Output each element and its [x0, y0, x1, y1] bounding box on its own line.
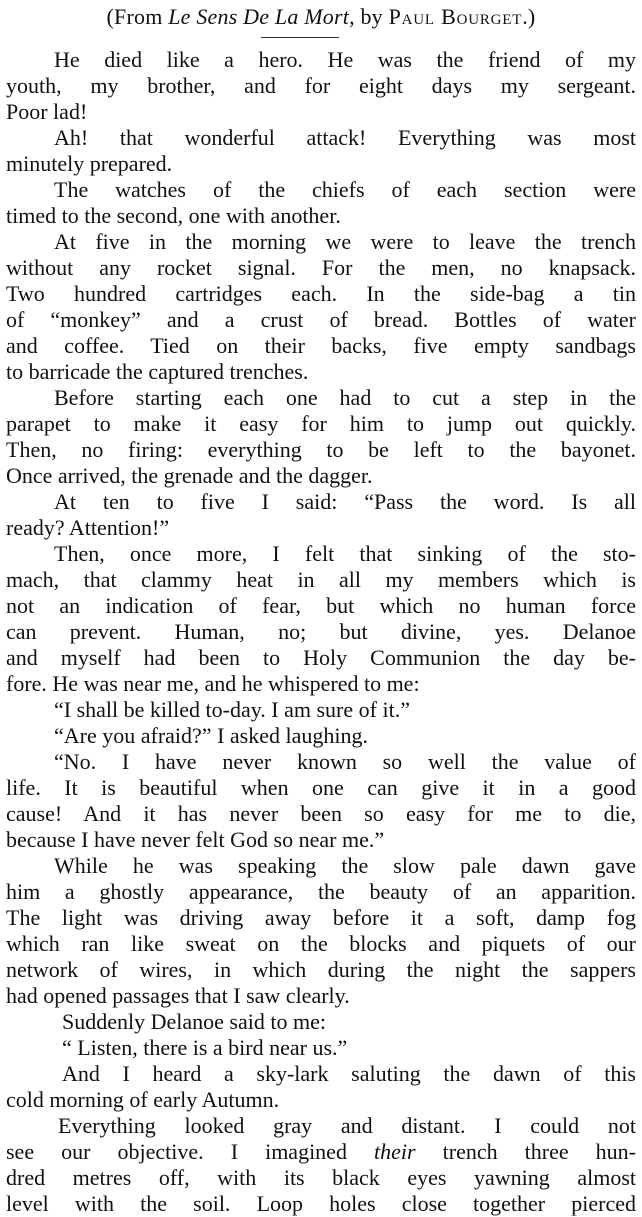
- text-line: [6, 1139, 636, 1165]
- italic-word: their: [374, 1139, 416, 1164]
- text-line: Two hundred cartridges each. In the side-bag a tin: [6, 281, 636, 306]
- text-line: level with the soil. Loop holes close together pierced: [6, 1191, 636, 1216]
- text-line: At five in the morning we were to leave the trench: [54, 229, 636, 254]
- text-line: which ran like sweat on the blocks and piquets of our: [6, 931, 636, 956]
- text-line: Then, no firing: everything to be left to the bayonet.: [6, 437, 636, 462]
- article-body: [6, 47, 636, 1217]
- text-line: Suddenly Delanoe said to me:: [62, 1009, 326, 1034]
- text-line: without any rocket signal. For the men, no knapsack.: [6, 255, 636, 280]
- text-line: Everything looked gray and distant. I could not: [58, 1113, 636, 1138]
- text-line: network of wires, in which during the night the sappers: [6, 957, 636, 982]
- text-line: him a ghostly appearance, the beauty of an apparition.: [6, 879, 636, 904]
- text-line: “I shall be killed to-day. I am sure of it.”: [54, 697, 410, 722]
- attribution-by: , by: [349, 4, 389, 29]
- text-line: Poor lad!: [6, 99, 88, 124]
- text-line: cause! And it has never been so easy for me to die,: [6, 801, 636, 826]
- text-line: While he was speaking the slow pale dawn gave: [54, 853, 636, 878]
- text-line: ready? Attention!”: [6, 515, 170, 540]
- text-line: fore. He was near me, and he whispered to me:: [6, 671, 420, 696]
- text-line: minutely prepared.: [6, 151, 173, 176]
- text-line: and coffee. Tied on their backs, five empty sandbags: [6, 333, 636, 358]
- text-segment: see our objective. I imagined: [6, 1139, 347, 1164]
- text-line: Before starting each one had to cut a step in the: [54, 385, 636, 410]
- text-line: had opened passages that I saw clearly.: [6, 983, 350, 1008]
- text-line: The light was driving away before it a soft, damp fog: [6, 905, 636, 930]
- text-line: of “monkey” and a crust of bread. Bottles of water: [6, 307, 636, 332]
- text-segment: trench three hun-: [415, 1139, 636, 1164]
- text-line: The watches of the chiefs of each section were: [54, 177, 636, 202]
- text-line: not an indication of fear, but which no human force: [6, 593, 636, 618]
- text-line: dred metres off, with its black eyes yawning almost: [6, 1165, 636, 1190]
- text-line: parapet to make it easy for him to jump out quickly.: [6, 411, 636, 436]
- text-line: to barricade the captured trenches.: [6, 359, 309, 384]
- text-line: life. It is beautiful when one can give it in a good: [6, 775, 636, 800]
- author-name: Paul Bourget: [388, 4, 523, 29]
- text-line: “Are you afraid?” I asked laughing.: [54, 723, 368, 748]
- text-line: mach, that clammy heat in all my members which is: [6, 567, 636, 592]
- text-line: can prevent. Human, no; but divine, yes. Delanoe: [6, 619, 636, 644]
- text-line: At ten to five I said: “Pass the word. Is all: [54, 489, 636, 514]
- text-line: “ Listen, there is a bird near us.”: [62, 1035, 348, 1060]
- header-divider: [261, 37, 339, 38]
- text-line: Ah! that wonderful attack! Everything was most: [54, 125, 636, 150]
- attribution-close: .): [522, 4, 536, 29]
- text-line: “No. I have never known so well the value of: [54, 749, 636, 774]
- text-line: He died like a hero. He was the friend of my: [54, 47, 636, 72]
- text-line: youth, my brother, and for eight days my sergeant.: [6, 73, 636, 98]
- source-attribution: [0, 2, 642, 32]
- text-line: timed to the second, one with another.: [6, 203, 341, 228]
- text-line: because I have never felt God so near me.”: [6, 827, 385, 852]
- text-line: Once arrived, the grenade and the dagger.: [6, 463, 373, 488]
- text-line: And I heard a sky-lark saluting the dawn of this: [62, 1061, 636, 1086]
- text-line: and myself had been to Holy Communion the day be-: [6, 645, 636, 670]
- book-title: Le Sens De La Mort: [168, 4, 350, 29]
- text-line: cold morning of early Autumn.: [6, 1087, 280, 1112]
- text-line: Then, once more, I felt that sinking of the sto-: [54, 541, 636, 566]
- attribution-open: (From: [106, 4, 169, 29]
